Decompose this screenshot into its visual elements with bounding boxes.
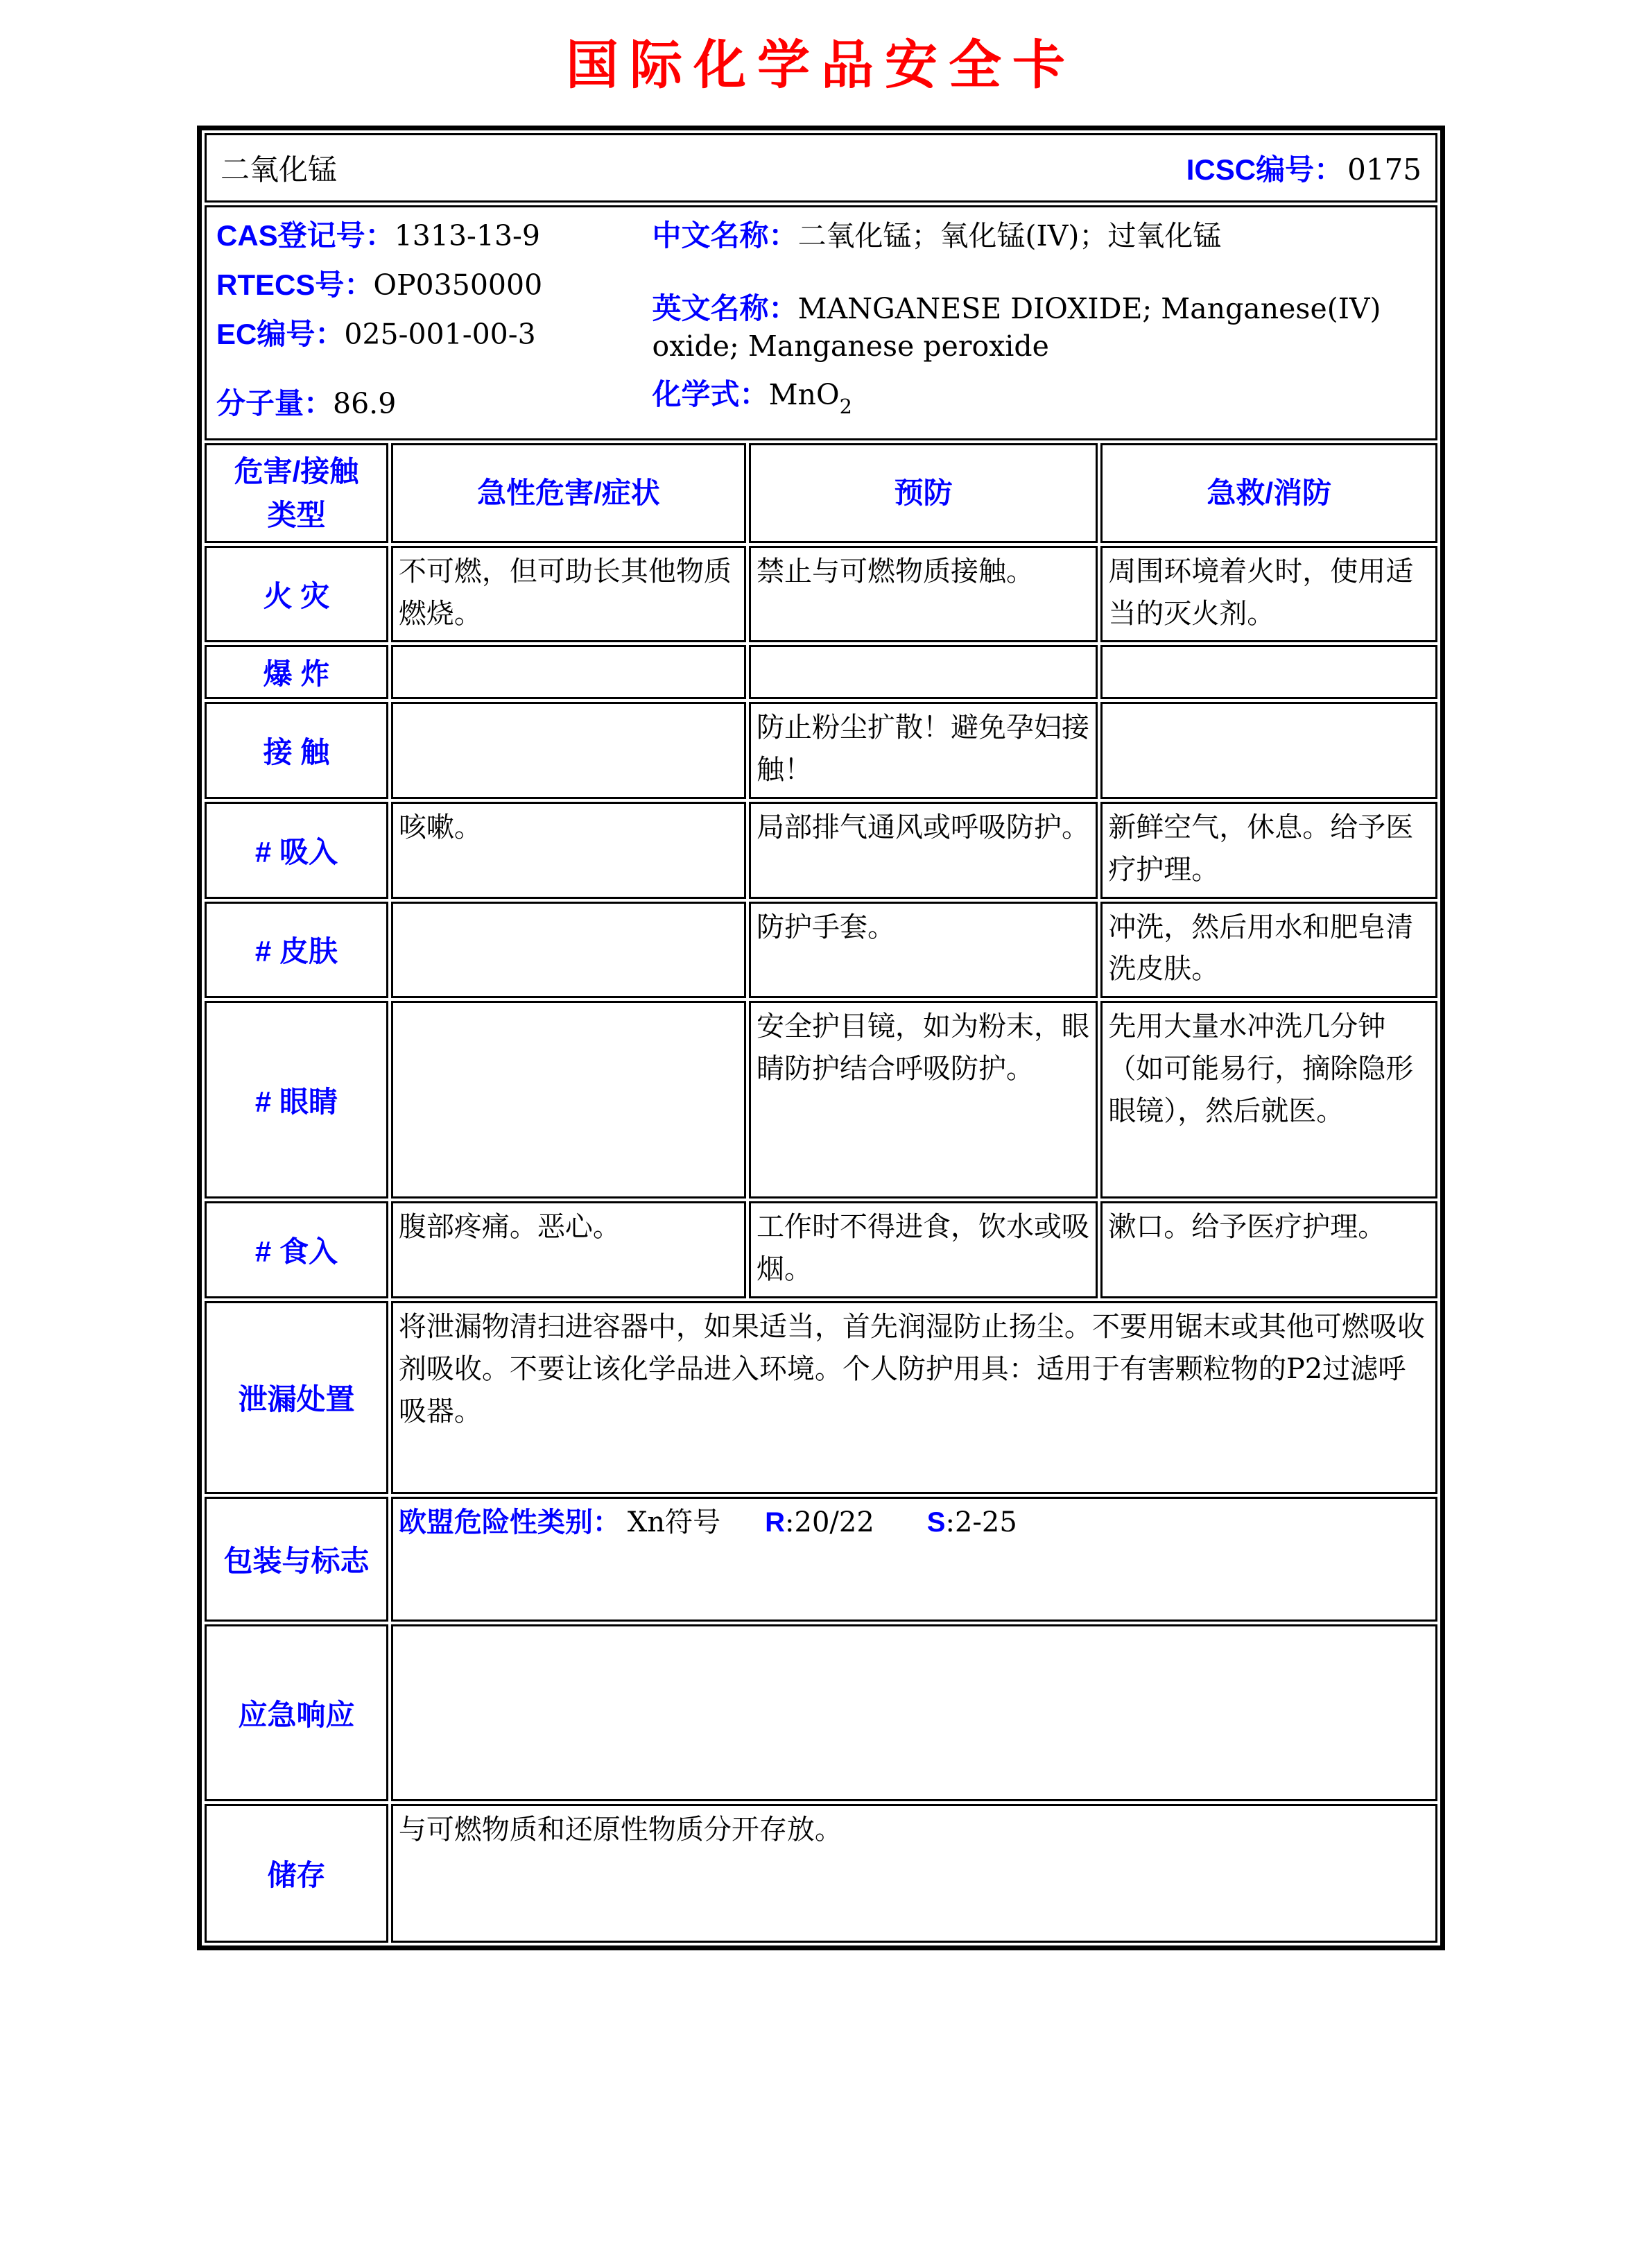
chinese-name-line bbox=[653, 217, 1427, 255]
skin-prevention: 防护手套。 bbox=[749, 902, 1098, 999]
r-phrase-value: :20/22 bbox=[785, 1506, 874, 1539]
hazard-row-fire bbox=[205, 546, 1437, 643]
ingestion-symptoms: 腹部疼痛。恶心。 bbox=[391, 1201, 746, 1298]
row-label-exposure: 接 触 bbox=[205, 702, 388, 799]
hazard-row-inhalation bbox=[205, 802, 1437, 899]
card-title-row bbox=[205, 133, 1437, 203]
s-phrase-value: :2-25 bbox=[945, 1506, 1017, 1539]
fire-symptoms: 不可燃，但可助长其他物质燃烧。 bbox=[391, 546, 746, 643]
chemical-formula-line bbox=[653, 376, 1427, 420]
cas-number-value: 1313-13-9 bbox=[394, 219, 540, 253]
hazard-table-header-row bbox=[205, 443, 1437, 543]
skin-first-aid: 冲洗，然后用水和肥皂清洗皮肤。 bbox=[1100, 902, 1437, 999]
cas-number-line bbox=[216, 217, 653, 255]
emergency-response-text bbox=[391, 1624, 1437, 1801]
safety-card-table bbox=[197, 126, 1445, 1950]
row-label-eyes: # 眼睛 bbox=[205, 1001, 388, 1199]
ingestion-first-aid: 漱口。给予医疗护理。 bbox=[1100, 1201, 1437, 1298]
storage-text: 与可燃物质和还原性物质分开存放。 bbox=[391, 1804, 1437, 1943]
identifier-row bbox=[205, 205, 1437, 440]
storage-row bbox=[205, 1804, 1437, 1943]
header-hazard-type bbox=[205, 443, 388, 543]
spill-disposal-row bbox=[205, 1301, 1437, 1494]
eyes-first-aid: 先用大量水冲洗几分钟（如可能易行，摘除隐形眼镜），然后就医。 bbox=[1100, 1001, 1437, 1199]
explosion-first-aid bbox=[1100, 645, 1437, 699]
row-label-explosion: 爆 炸 bbox=[205, 645, 388, 699]
chinese-name-label: 中文名称： bbox=[652, 219, 798, 252]
english-name-line bbox=[653, 290, 1401, 365]
header-prevention: 预防 bbox=[749, 443, 1098, 543]
header-hazard-type-line2: 类型 bbox=[267, 498, 326, 531]
header-hazard-type-line1: 危害/接触 bbox=[234, 454, 359, 488]
spill-disposal-text: 将泄漏物清扫进容器中，如果适当，首先润湿防止扬尘。不要用锯末或其他可燃吸收剂吸收。不要让该化学品进入环境。个人防护用具：适用于有害颗粒物的P2过滤呼吸器。 bbox=[391, 1301, 1437, 1494]
packaging-labelling-row bbox=[205, 1497, 1437, 1622]
icsc-number-label: ICSC编号： bbox=[1186, 153, 1344, 187]
molecular-weight-label: 分子量： bbox=[216, 387, 334, 420]
ec-number-label: EC编号： bbox=[216, 317, 345, 350]
molecular-weight-line bbox=[216, 385, 653, 423]
eyes-symptoms bbox=[391, 1001, 746, 1199]
s-phrase-label: S bbox=[926, 1507, 946, 1538]
cas-number-label: CAS登记号： bbox=[216, 219, 395, 252]
rtecs-number-value: OP0350000 bbox=[373, 268, 543, 302]
formula-subscript: 2 bbox=[839, 394, 852, 418]
explosion-symptoms bbox=[391, 645, 746, 699]
row-label-packaging: 包装与标志 bbox=[205, 1497, 388, 1622]
rtecs-number-label: RTECS号： bbox=[216, 268, 374, 301]
icsc-number-value: 0175 bbox=[1347, 153, 1421, 187]
identifier-right-column bbox=[653, 217, 1427, 433]
eu-hazard-class-label: 欧盟危险性类别： bbox=[398, 1507, 621, 1538]
row-label-fire: 火 灾 bbox=[205, 546, 388, 643]
identifier-left-column bbox=[216, 217, 653, 433]
english-name-label: 英文名称： bbox=[652, 291, 798, 325]
row-label-ingestion: # 食入 bbox=[205, 1201, 388, 1298]
eu-hazard-class-value: Xn符号 bbox=[627, 1506, 721, 1539]
fire-first-aid: 周围环境着火时，使用适当的灭火剂。 bbox=[1100, 546, 1437, 643]
icsc-number-field bbox=[1186, 147, 1421, 189]
inhalation-first-aid: 新鲜空气，休息。给予医疗护理。 bbox=[1100, 802, 1437, 899]
chemical-formula-value: MnO$_2$ bbox=[768, 377, 852, 418]
skin-symptoms bbox=[391, 902, 746, 999]
row-label-spill-disposal: 泄漏处置 bbox=[205, 1301, 388, 1494]
chemical-formula-label: 化学式： bbox=[652, 377, 769, 411]
packaging-content bbox=[391, 1497, 1437, 1622]
english-name-value: MANGANESE DIOXIDE; Manganese(IV) oxide; Manganese peroxide bbox=[652, 291, 1381, 363]
inhalation-prevention: 局部排气通风或呼吸防护。 bbox=[749, 802, 1098, 899]
ec-number-value: 025-001-00-3 bbox=[344, 317, 536, 351]
hazard-row-skin bbox=[205, 902, 1437, 999]
row-label-emergency: 应急响应 bbox=[205, 1624, 388, 1801]
header-acute-symptoms: 急性危害/症状 bbox=[391, 443, 746, 543]
header-first-aid: 急救/消防 bbox=[1100, 443, 1437, 543]
eyes-prevention: 安全护目镜，如为粉末，眼睛防护结合呼吸防护。 bbox=[749, 1001, 1098, 1199]
chemical-name: 二氧化锰 bbox=[221, 153, 338, 187]
row-label-skin: # 皮肤 bbox=[205, 902, 388, 999]
chinese-name-value: 二氧化锰；氧化锰(IV)；过氧化锰 bbox=[797, 219, 1222, 253]
exposure-first-aid bbox=[1100, 702, 1437, 799]
exposure-symptoms bbox=[391, 702, 746, 799]
hazard-row-explosion bbox=[205, 645, 1437, 699]
rtecs-number-line bbox=[216, 266, 653, 304]
ingestion-prevention: 工作时不得进食，饮水或吸烟。 bbox=[749, 1201, 1098, 1298]
hazard-row-ingestion bbox=[205, 1201, 1437, 1298]
exposure-prevention: 防止粉尘扩散！避免孕妇接触！ bbox=[749, 702, 1098, 799]
fire-prevention: 禁止与可燃物质接触。 bbox=[749, 546, 1098, 643]
r-phrase-label: R bbox=[765, 1507, 786, 1538]
row-label-inhalation: # 吸入 bbox=[205, 802, 388, 899]
page-title: 国际化学品安全卡 bbox=[566, 37, 1076, 95]
emergency-response-row bbox=[205, 1624, 1437, 1801]
hazard-row-eyes bbox=[205, 1001, 1437, 1199]
molecular-weight-value: 86.9 bbox=[333, 387, 397, 421]
ec-number-line bbox=[216, 316, 653, 354]
hazard-row-exposure bbox=[205, 702, 1437, 799]
row-label-storage: 储存 bbox=[205, 1804, 388, 1943]
inhalation-symptoms: 咳嗽。 bbox=[391, 802, 746, 899]
explosion-prevention bbox=[749, 645, 1098, 699]
